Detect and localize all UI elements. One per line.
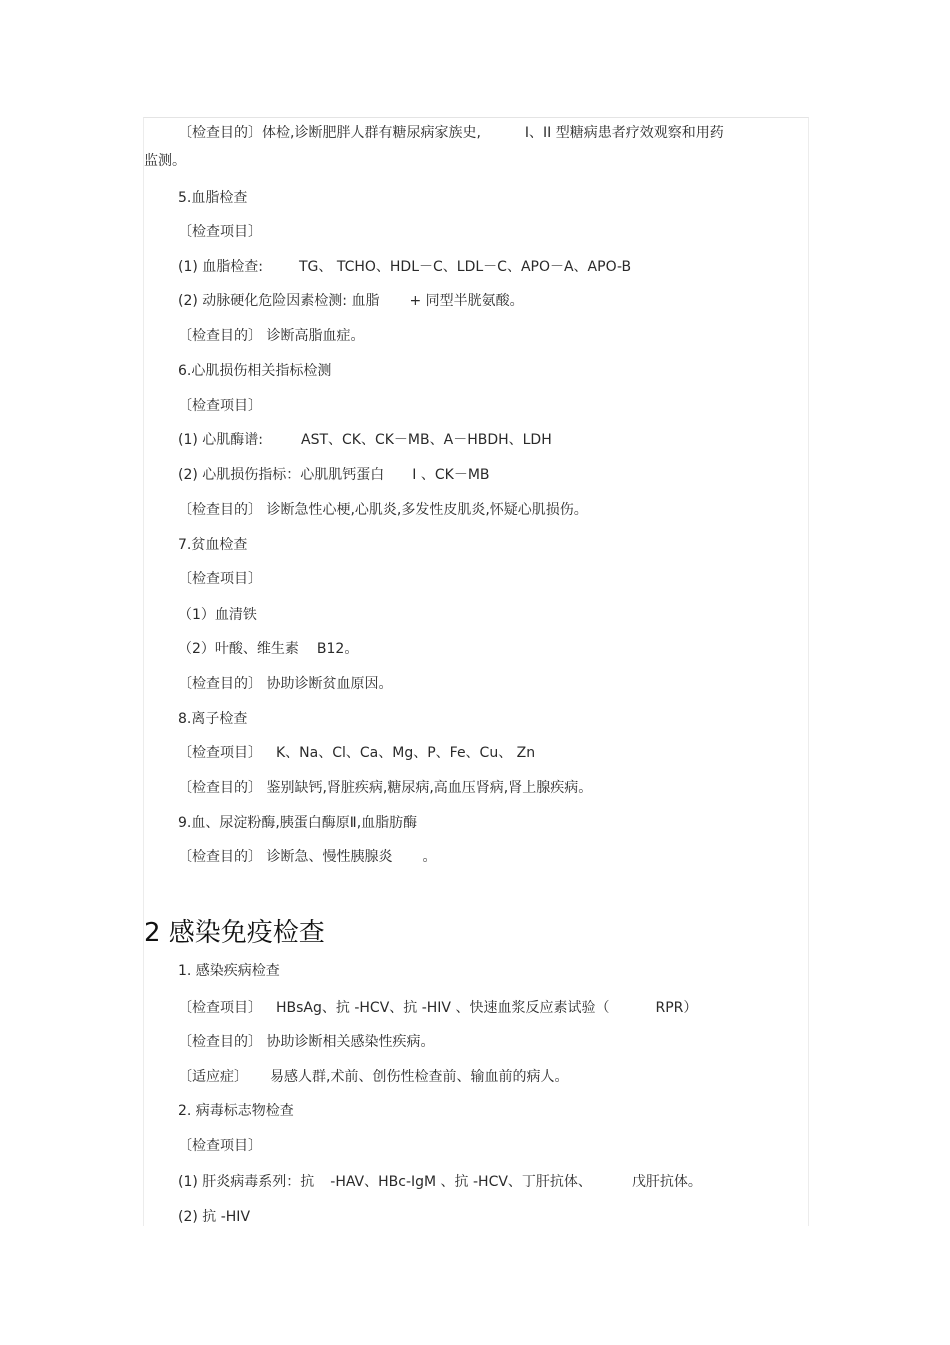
text-line <box>178 430 552 450</box>
text-segment: K、Na、Cl、Ca、Mg、P、Fe、Cu、 Zn <box>276 745 536 761</box>
text-segment: 〔适应症〕 <box>178 1069 248 1085</box>
text-line: 〔检查项目〕 <box>178 398 262 414</box>
text-segment: （2）叶酸、维生素 <box>178 641 299 657</box>
text-segment: 〔检查项目〕 <box>178 1000 262 1016</box>
text-segment: 易感人群,术前、创伤性检查前、输血前的病人。 <box>270 1069 569 1085</box>
purpose-line-diabetes <box>178 123 724 143</box>
text-line: 〔检查项目〕 <box>178 571 262 587</box>
section-heading-amylase: 9.血、尿淀粉酶,胰蛋白酶原Ⅱ,血脂肪酶 <box>178 815 418 831</box>
section-heading-ions: 8.离子检查 <box>178 711 248 727</box>
section-heading-anemia: 7.贫血检查 <box>178 537 248 553</box>
text-line <box>178 291 524 311</box>
text-segment: (1) 血脂检查: <box>178 259 263 275</box>
text-line <box>178 639 358 659</box>
text-line: 〔检查目的〕 诊断高脂血症。 <box>178 328 365 344</box>
chapter-heading: 2 感染免疫检查 <box>144 918 325 948</box>
text-line <box>178 1172 702 1192</box>
text-segment: 〔检查项目〕 <box>178 745 262 761</box>
text-line: 〔检查目的〕 协助诊断贫血原因。 <box>178 676 393 692</box>
text-line: 〔检查项目〕 <box>178 224 262 240</box>
text-segment: 。 <box>422 849 437 865</box>
text-line: 〔检查目的〕 协助诊断相关感染性疾病。 <box>178 1034 435 1050</box>
text-line: 监测。 <box>144 153 186 169</box>
text-segment: 〔检查目的〕体检,诊断肥胖人群有糖尿病家族史, <box>178 125 481 141</box>
section-heading-myocardial: 6.心肌损伤相关指标检测 <box>178 363 332 379</box>
text-line <box>178 743 535 763</box>
text-segment: I 、CK－MB <box>412 467 490 483</box>
text-segment: TG、 TCHO、HDL－C、LDL－C、APO－A、APO-B <box>299 259 632 275</box>
text-line: 〔检查目的〕 鉴别缺钙,肾脏疾病,糖尿病,高血压肾病,肾上腺疾病。 <box>178 780 593 796</box>
text-segment: I、II 型糖病患者疗效观察和用药 <box>524 125 724 141</box>
section-heading-lipid: 5.血脂检查 <box>178 190 248 206</box>
section-heading-infection: 1. 感染疾病检查 <box>178 963 280 979</box>
text-line: (2) 抗 -HIV <box>178 1209 251 1225</box>
text-line <box>178 998 697 1018</box>
text-segment: B12。 <box>316 641 359 657</box>
text-segment: + 同型半胱氨酸。 <box>409 293 524 309</box>
text-segment: (1) 心肌酶谱: <box>178 432 263 448</box>
text-line: （1）血清铁 <box>178 607 257 623</box>
text-segment: (1) 肝炎病毒系列：抗 <box>178 1174 315 1190</box>
text-line: 〔检查项目〕 <box>178 1138 262 1154</box>
text-segment: AST、CK、CK－MB、A－HBDH、LDH <box>301 432 552 448</box>
text-line <box>178 465 490 485</box>
text-line: 〔检查目的〕 诊断急性心梗,心肌炎,多发性皮肌炎,怀疑心肌损伤。 <box>178 502 588 518</box>
text-segment: HBsAg、抗 -HCV、抗 -HIV 、快速血浆反应素试验（ <box>276 1000 610 1016</box>
text-line <box>178 847 436 867</box>
text-segment: -HAV、HBc-IgM 、抗 -HCV、丁肝抗体、 <box>330 1174 592 1190</box>
section-heading-virus: 2. 病毒标志物检查 <box>178 1103 294 1119</box>
page-frame <box>143 117 809 1226</box>
text-line <box>178 257 631 277</box>
text-line <box>178 1067 568 1087</box>
text-segment: RPR） <box>655 1000 698 1016</box>
text-segment: (2) 动脉硬化危险因素检测: 血脂 <box>178 293 380 309</box>
text-segment: 戊肝抗体。 <box>631 1174 702 1190</box>
text-segment: (2) 心肌损伤指标：心肌肌钙蛋白 <box>178 467 385 483</box>
text-segment: 〔检查目的〕 诊断急、慢性胰腺炎 <box>178 849 393 865</box>
